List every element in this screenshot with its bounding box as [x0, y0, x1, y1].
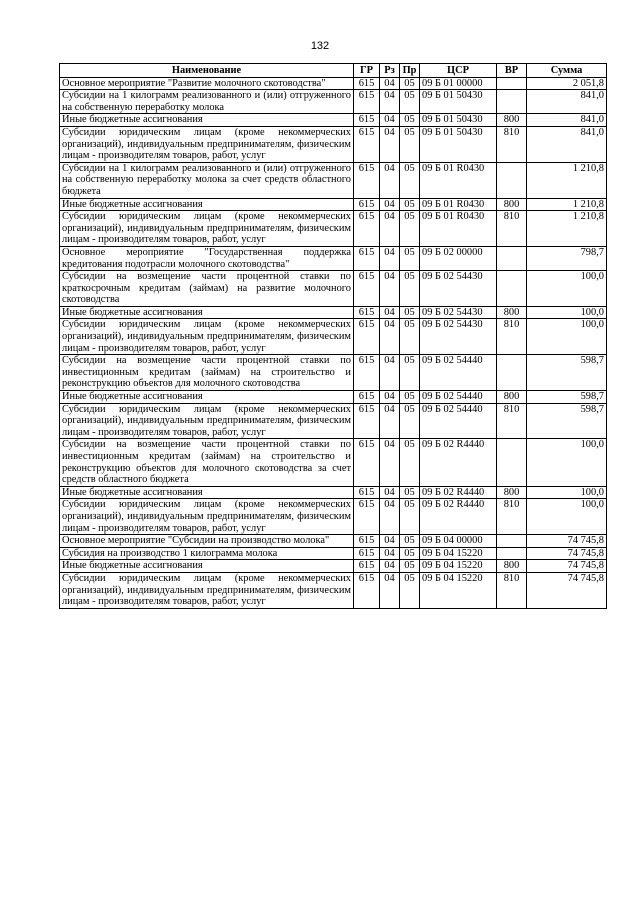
table-row — [60, 403, 607, 439]
table-row — [60, 499, 607, 535]
cell-vr: 810 — [497, 572, 527, 608]
cell-sum: 2 051,8 — [527, 77, 607, 90]
cell-name: Субсидии юридическим лицам (кроме некоммерческих организаций), индивидуальным предпринимателям, физическим лицам - производителям товаров, работ, услуг — [60, 572, 354, 608]
table-body — [60, 77, 607, 608]
cell-name: Основное мероприятие "Субсидии на производство молока" — [60, 535, 354, 548]
cell-csr: 09 Б 02 54440 — [420, 355, 497, 391]
cell-gr: 615 — [354, 572, 380, 608]
table-row — [60, 439, 607, 486]
cell-vr — [497, 547, 527, 560]
cell-name: Субсидии юридическим лицам (кроме некоммерческих организаций), индивидуальным предпринимателям, физическим лицам - производителям товаров, работ, услуг — [60, 499, 354, 535]
table-row — [60, 114, 607, 127]
column-header-name: Наименование — [60, 64, 354, 78]
cell-vr — [497, 77, 527, 90]
cell-pr: 05 — [400, 211, 420, 247]
cell-rz: 04 — [380, 211, 400, 247]
cell-rz: 04 — [380, 560, 400, 573]
cell-name: Субсидии на возмещение части процентной ставки по инвестиционным кредитам (займам) на строительство и реконструкцию объектов для молочного скотоводства за счет средств областного бюджета — [60, 439, 354, 486]
cell-pr: 05 — [400, 572, 420, 608]
cell-csr: 09 Б 04 15220 — [420, 560, 497, 573]
cell-pr: 05 — [400, 355, 420, 391]
table-row — [60, 486, 607, 499]
cell-rz: 04 — [380, 319, 400, 355]
cell-sum: 100,0 — [527, 306, 607, 319]
cell-vr — [497, 246, 527, 270]
cell-rz: 04 — [380, 355, 400, 391]
cell-gr: 615 — [354, 126, 380, 162]
cell-gr: 615 — [354, 306, 380, 319]
cell-sum: 1 210,8 — [527, 198, 607, 211]
table-row — [60, 572, 607, 608]
cell-sum: 598,7 — [527, 391, 607, 404]
cell-pr: 05 — [400, 90, 420, 114]
cell-sum: 74 745,8 — [527, 560, 607, 573]
cell-gr: 615 — [354, 162, 380, 198]
table-row — [60, 211, 607, 247]
cell-csr: 09 Б 01 00000 — [420, 77, 497, 90]
cell-vr: 800 — [497, 486, 527, 499]
cell-gr: 615 — [354, 114, 380, 127]
cell-pr: 05 — [400, 403, 420, 439]
cell-sum: 74 745,8 — [527, 535, 607, 548]
cell-gr: 615 — [354, 77, 380, 90]
cell-csr: 09 Б 01 R0430 — [420, 198, 497, 211]
column-header-sum: Сумма — [527, 64, 607, 78]
cell-sum: 841,0 — [527, 90, 607, 114]
cell-vr: 810 — [497, 499, 527, 535]
cell-rz: 04 — [380, 486, 400, 499]
cell-gr: 615 — [354, 355, 380, 391]
cell-gr: 615 — [354, 319, 380, 355]
cell-csr: 09 Б 02 R4440 — [420, 486, 497, 499]
cell-sum: 598,7 — [527, 403, 607, 439]
cell-name: Субсидии юридическим лицам (кроме некоммерческих организаций), индивидуальным предпринимателям, физическим лицам - производителям товаров, работ, услуг — [60, 319, 354, 355]
cell-gr: 615 — [354, 271, 380, 307]
cell-name: Иные бюджетные ассигнования — [60, 306, 354, 319]
cell-vr: 800 — [497, 306, 527, 319]
cell-name: Субсидия на производство 1 килограмма молока — [60, 547, 354, 560]
cell-vr: 810 — [497, 126, 527, 162]
cell-pr: 05 — [400, 162, 420, 198]
cell-name: Субсидии на возмещение части процентной ставки по краткосрочным кредитам (займам) на развитие молочного скотоводства — [60, 271, 354, 307]
cell-gr: 615 — [354, 439, 380, 486]
cell-csr: 09 Б 02 R4440 — [420, 499, 497, 535]
cell-vr: 800 — [497, 198, 527, 211]
cell-sum: 74 745,8 — [527, 572, 607, 608]
cell-rz: 04 — [380, 391, 400, 404]
cell-gr: 615 — [354, 90, 380, 114]
cell-name: Иные бюджетные ассигнования — [60, 486, 354, 499]
table-header-row — [60, 64, 607, 78]
cell-name: Субсидии юридическим лицам (кроме некоммерческих организаций), индивидуальным предпринимателям, физическим лицам - производителям товаров, работ, услуг — [60, 126, 354, 162]
cell-pr: 05 — [400, 126, 420, 162]
cell-gr: 615 — [354, 211, 380, 247]
cell-sum: 841,0 — [527, 126, 607, 162]
table-row — [60, 306, 607, 319]
cell-name: Основное мероприятие "Развитие молочного скотоводства" — [60, 77, 354, 90]
cell-csr: 09 Б 02 R4440 — [420, 439, 497, 486]
cell-pr: 05 — [400, 77, 420, 90]
cell-csr: 09 Б 02 54440 — [420, 391, 497, 404]
cell-pr: 05 — [400, 114, 420, 127]
cell-gr: 615 — [354, 403, 380, 439]
cell-rz: 04 — [380, 306, 400, 319]
cell-sum: 100,0 — [527, 271, 607, 307]
cell-vr — [497, 90, 527, 114]
cell-sum: 100,0 — [527, 486, 607, 499]
cell-pr: 05 — [400, 535, 420, 548]
cell-pr: 05 — [400, 486, 420, 499]
cell-sum: 598,7 — [527, 355, 607, 391]
cell-pr: 05 — [400, 499, 420, 535]
cell-gr: 615 — [354, 198, 380, 211]
table-row — [60, 535, 607, 548]
cell-rz: 04 — [380, 90, 400, 114]
cell-pr: 05 — [400, 560, 420, 573]
cell-name: Субсидии юридическим лицам (кроме некоммерческих организаций), индивидуальным предпринимателям, физическим лицам - производителям товаров, работ, услуг — [60, 403, 354, 439]
cell-pr: 05 — [400, 547, 420, 560]
cell-vr: 800 — [497, 560, 527, 573]
table-row — [60, 560, 607, 573]
cell-name: Субсидии на возмещение части процентной ставки по инвестиционным кредитам (займам) на строительство и реконструкцию объектов для молочного скотоводства — [60, 355, 354, 391]
cell-pr: 05 — [400, 198, 420, 211]
table-row — [60, 162, 607, 198]
cell-sum: 100,0 — [527, 319, 607, 355]
cell-pr: 05 — [400, 391, 420, 404]
page-number: 132 — [310, 40, 330, 52]
cell-pr: 05 — [400, 319, 420, 355]
column-header-vr: ВР — [497, 64, 527, 78]
cell-sum: 841,0 — [527, 114, 607, 127]
table-row — [60, 198, 607, 211]
cell-pr: 05 — [400, 439, 420, 486]
cell-csr: 09 Б 02 00000 — [420, 246, 497, 270]
cell-rz: 04 — [380, 162, 400, 198]
cell-csr: 09 Б 02 54430 — [420, 271, 497, 307]
cell-rz: 04 — [380, 439, 400, 486]
column-header-csr: ЦСР — [420, 64, 497, 78]
cell-name: Субсидии юридическим лицам (кроме некоммерческих организаций), индивидуальным предпринимателям, физическим лицам - производителям товаров, работ, услуг — [60, 211, 354, 247]
cell-name: Основное мероприятие "Государственная поддержка кредитования подотрасли молочного скотоводства" — [60, 246, 354, 270]
cell-csr: 09 Б 01 R0430 — [420, 211, 497, 247]
cell-rz: 04 — [380, 246, 400, 270]
cell-gr: 615 — [354, 547, 380, 560]
table-row — [60, 319, 607, 355]
table-row — [60, 246, 607, 270]
cell-vr: 800 — [497, 391, 527, 404]
cell-vr: 810 — [497, 403, 527, 439]
cell-gr: 615 — [354, 391, 380, 404]
table-row — [60, 126, 607, 162]
cell-rz: 04 — [380, 77, 400, 90]
cell-name: Субсидии на 1 килограмм реализованного и (или) отгруженного на собственную переработку молока — [60, 90, 354, 114]
cell-sum: 1 210,8 — [527, 211, 607, 247]
cell-csr: 09 Б 01 50430 — [420, 126, 497, 162]
cell-rz: 04 — [380, 547, 400, 560]
cell-csr: 09 Б 04 00000 — [420, 535, 497, 548]
cell-sum: 1 210,8 — [527, 162, 607, 198]
cell-rz: 04 — [380, 535, 400, 548]
cell-pr: 05 — [400, 246, 420, 270]
cell-vr — [497, 439, 527, 486]
cell-pr: 05 — [400, 271, 420, 307]
cell-gr: 615 — [354, 246, 380, 270]
cell-vr — [497, 355, 527, 391]
cell-csr: 09 Б 01 R0430 — [420, 162, 497, 198]
cell-name: Иные бюджетные ассигнования — [60, 114, 354, 127]
cell-pr: 05 — [400, 306, 420, 319]
cell-csr: 09 Б 02 54430 — [420, 306, 497, 319]
column-header-gr: ГР — [354, 64, 380, 78]
cell-rz: 04 — [380, 114, 400, 127]
cell-name: Иные бюджетные ассигнования — [60, 391, 354, 404]
cell-gr: 615 — [354, 499, 380, 535]
table-row — [60, 90, 607, 114]
cell-vr — [497, 162, 527, 198]
column-header-pr: Пр — [400, 64, 420, 78]
cell-rz: 04 — [380, 271, 400, 307]
cell-csr: 09 Б 04 15220 — [420, 547, 497, 560]
cell-name: Иные бюджетные ассигнования — [60, 198, 354, 211]
cell-name: Иные бюджетные ассигнования — [60, 560, 354, 573]
cell-gr: 615 — [354, 535, 380, 548]
cell-csr: 09 Б 04 15220 — [420, 572, 497, 608]
cell-csr: 09 Б 01 50430 — [420, 90, 497, 114]
column-header-rz: Рз — [380, 64, 400, 78]
cell-gr: 615 — [354, 486, 380, 499]
table-row — [60, 391, 607, 404]
cell-vr: 810 — [497, 211, 527, 247]
cell-vr — [497, 535, 527, 548]
cell-name: Субсидии на 1 килограмм реализованного и (или) отгруженного на собственную переработку молока за счет средств областного бюджета — [60, 162, 354, 198]
cell-sum: 100,0 — [527, 439, 607, 486]
budget-table — [59, 63, 607, 609]
cell-rz: 04 — [380, 126, 400, 162]
cell-csr: 09 Б 02 54440 — [420, 403, 497, 439]
cell-gr: 615 — [354, 560, 380, 573]
cell-rz: 04 — [380, 572, 400, 608]
cell-csr: 09 Б 02 54430 — [420, 319, 497, 355]
cell-rz: 04 — [380, 198, 400, 211]
table-row — [60, 271, 607, 307]
cell-sum: 798,7 — [527, 246, 607, 270]
cell-vr: 800 — [497, 114, 527, 127]
table-row — [60, 547, 607, 560]
table-row — [60, 355, 607, 391]
cell-csr: 09 Б 01 50430 — [420, 114, 497, 127]
cell-sum: 74 745,8 — [527, 547, 607, 560]
cell-rz: 04 — [380, 403, 400, 439]
cell-vr — [497, 271, 527, 307]
cell-sum: 100,0 — [527, 499, 607, 535]
cell-vr: 810 — [497, 319, 527, 355]
table-row — [60, 77, 607, 90]
cell-rz: 04 — [380, 499, 400, 535]
